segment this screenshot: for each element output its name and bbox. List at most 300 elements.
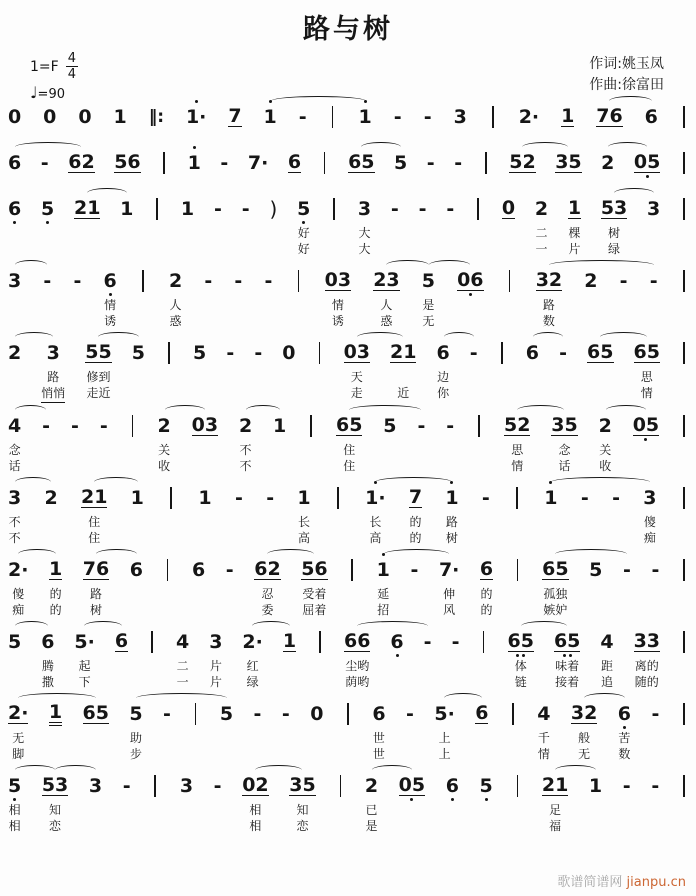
note-slot <box>235 486 243 509</box>
slur-arc <box>15 405 47 415</box>
note-slot <box>41 151 49 174</box>
octave-dot-below <box>644 436 647 443</box>
barline <box>295 262 303 330</box>
barline-slot <box>319 341 321 364</box>
slur-arc <box>96 549 137 559</box>
lyric-line-1: 离的 <box>634 659 659 673</box>
slur-arc <box>271 96 366 106</box>
lyric-line-2: 的 <box>409 531 422 545</box>
note-text: 5 <box>383 414 397 437</box>
note-text: - <box>446 197 455 220</box>
note-text: 03 <box>343 341 371 363</box>
octave-dot-below <box>451 796 454 803</box>
note-slot <box>73 269 81 292</box>
barline <box>482 144 490 180</box>
note-text: - <box>234 486 243 509</box>
note-cell <box>457 262 483 330</box>
note-text: 6 <box>617 702 631 725</box>
lyric-line-2: 福 <box>549 819 562 833</box>
note-cell <box>131 479 144 547</box>
note-cell <box>264 98 277 134</box>
note-cell <box>445 479 458 547</box>
barline-stroke <box>683 152 685 174</box>
note-text: 62 <box>254 558 281 580</box>
note-text: 3 <box>8 269 22 292</box>
note-text: - <box>213 197 222 220</box>
note-slot <box>123 774 131 797</box>
lyric-line-2: 住 <box>88 531 101 545</box>
octave-dot-below <box>623 724 626 731</box>
slur-arc <box>84 621 122 631</box>
lyric-line-2: 高 <box>298 531 311 545</box>
note-cell <box>104 262 117 330</box>
note-text: 23 <box>373 269 400 291</box>
note-slot <box>193 341 206 364</box>
note-cell <box>581 479 589 547</box>
note-slot <box>537 702 550 725</box>
note-slot <box>214 197 222 220</box>
note-text: 66 <box>344 630 371 652</box>
note-text: - <box>559 341 567 364</box>
note-slot <box>623 558 631 581</box>
note-text: 5 <box>131 341 145 364</box>
note-slot <box>410 558 418 581</box>
note-cell <box>220 144 228 180</box>
lyric-line-1: 二 <box>176 659 189 673</box>
note-text: 03 <box>191 414 219 436</box>
note-text: - <box>163 702 171 725</box>
note-text: - <box>469 341 478 364</box>
lyric-line-1: 大 <box>358 226 371 240</box>
lyric-line-1: 念 <box>8 443 21 457</box>
note-text: 1 <box>445 486 459 509</box>
slur-arc <box>609 96 652 106</box>
score-line <box>6 98 690 134</box>
note-slot <box>325 269 351 292</box>
note-slot <box>633 414 659 437</box>
note-cell <box>446 190 454 258</box>
note-cell <box>409 479 422 547</box>
barline <box>480 623 488 691</box>
note-cell <box>424 623 432 691</box>
lyric-line-1: 距 <box>600 659 613 673</box>
note-cell <box>584 262 597 330</box>
note-text: 3 <box>209 630 223 653</box>
time-signature-denominator: 4 <box>67 67 76 82</box>
note-text: 7 <box>228 105 242 127</box>
slur-arc <box>521 621 567 631</box>
note-slot <box>297 486 310 509</box>
lyric-line-2: 一 <box>535 242 548 256</box>
barline <box>474 190 482 258</box>
note-cell <box>651 767 659 835</box>
slur-arc <box>384 549 450 559</box>
lyric-line-2: 近 <box>397 386 410 400</box>
note-cell <box>410 551 418 619</box>
note-cell <box>78 98 91 134</box>
note-text: 2· <box>8 558 29 581</box>
note-slot <box>89 774 102 797</box>
note-text: 6 <box>436 341 450 364</box>
lyric-line-1: 红 <box>246 659 259 673</box>
note-slot <box>234 269 242 292</box>
lyric-line-1: 般 <box>578 731 591 745</box>
note-slot <box>181 197 194 220</box>
note-text: - <box>423 105 432 128</box>
note-text: 2 <box>534 197 549 220</box>
note-slot <box>214 774 222 797</box>
barline-stroke <box>501 342 503 364</box>
slur-arc <box>15 142 82 152</box>
note-text: 1 <box>187 151 201 174</box>
note-slot <box>47 341 60 364</box>
note-slot <box>8 702 28 725</box>
lyric-line-2: 收 <box>158 459 171 473</box>
note-slot <box>651 774 659 797</box>
lyric-line-1: 伸 <box>443 587 456 601</box>
note-text: 65 <box>553 630 581 652</box>
note-cell <box>365 479 385 547</box>
octave-dot-above <box>195 98 198 105</box>
note-slot <box>8 558 28 581</box>
note-slot <box>651 702 659 725</box>
lyric-line-1: 已 <box>365 803 378 817</box>
note-slot <box>282 341 295 364</box>
lyric-line-2: 走 <box>350 386 363 400</box>
note-cell <box>633 407 659 475</box>
note-text: 62 <box>68 151 95 173</box>
note-slot <box>176 630 189 653</box>
note-text: - <box>649 269 658 292</box>
slur-arc <box>551 477 650 487</box>
barline <box>680 262 688 330</box>
note-text: 35 <box>551 414 578 436</box>
note-cell <box>651 695 659 763</box>
score-line <box>6 144 690 180</box>
note-text: 03 <box>324 269 352 291</box>
note-slot <box>41 630 54 653</box>
note-slot <box>612 486 620 509</box>
note-cell <box>235 479 243 547</box>
lyric-line-2: 无 <box>578 747 591 761</box>
lyric-line-2: 片 <box>568 242 581 256</box>
note-slot <box>132 341 145 364</box>
note-slot <box>163 702 171 725</box>
score <box>6 98 690 839</box>
note-slot <box>282 702 290 725</box>
note-cell <box>42 407 50 475</box>
note-cell <box>49 551 62 619</box>
barline-stroke <box>195 703 197 725</box>
lyric-line-2: 随的 <box>634 675 659 689</box>
lyric-line-1: 无 <box>12 731 25 745</box>
score-line <box>6 262 690 330</box>
note-text: - <box>234 269 243 292</box>
barline-slot <box>683 105 685 128</box>
barline-stroke <box>340 775 342 797</box>
lyric-line-2: 接着 <box>555 675 580 689</box>
octave-dot-below <box>563 652 572 659</box>
note-cell <box>419 190 427 258</box>
note-slot <box>394 105 402 128</box>
note-cell <box>242 767 268 835</box>
lyric-line-2: 痴 <box>12 603 25 617</box>
note-slot <box>301 558 327 581</box>
note-text: 3 <box>46 341 60 364</box>
barline <box>139 262 147 330</box>
lyric-line-1: 知 <box>296 803 309 817</box>
barline-stroke <box>324 152 326 174</box>
note-text: 02 <box>242 774 269 796</box>
barline <box>498 334 506 402</box>
note-slot <box>198 486 211 509</box>
note-slot <box>49 702 62 725</box>
lyric-line-2: 荫哟 <box>345 675 370 689</box>
note-text: 2· <box>242 630 263 653</box>
note-cell <box>242 190 250 258</box>
note-slot <box>114 105 127 128</box>
lyric-line-2: 恋 <box>296 819 309 833</box>
score-line <box>6 479 690 547</box>
lyric-line-2: 收 <box>599 459 612 473</box>
note-cell <box>446 767 459 835</box>
slur-arc <box>522 142 568 152</box>
note-cell <box>158 407 171 475</box>
lyric-line-1: 助 <box>129 731 142 745</box>
slur-arc <box>584 693 625 703</box>
note-slot <box>589 774 602 797</box>
note-text: 0 <box>78 105 92 128</box>
lyric-line-2: 绿 <box>608 242 621 256</box>
note-text: 3 <box>88 774 103 797</box>
note-text: 06 <box>457 269 484 291</box>
barline-stroke <box>683 631 685 653</box>
octave-dot-below <box>410 796 413 803</box>
lyric-line-1: 路 <box>445 515 458 529</box>
note-slot <box>623 774 631 797</box>
note-slot <box>535 197 548 220</box>
note-cell <box>536 262 562 330</box>
barline-stroke <box>683 487 685 509</box>
note-slot <box>373 269 399 292</box>
lyric-line-2: 痴 <box>643 531 656 545</box>
slur-arc <box>608 142 648 152</box>
lyric-line-1: 相 <box>249 803 262 817</box>
time-signature-numerator: 4 <box>67 51 76 66</box>
barline <box>514 551 522 619</box>
note-cell <box>559 334 567 402</box>
note-text: 33 <box>633 630 661 652</box>
note-text: 2 <box>364 774 379 797</box>
note-cell <box>71 407 79 475</box>
barline-stroke <box>478 415 480 437</box>
lyric-line-2: 树 <box>445 531 458 545</box>
note-slot <box>8 197 21 220</box>
note-cell <box>129 695 142 763</box>
barline-slot <box>483 630 485 653</box>
note-text: ) <box>269 196 278 221</box>
lyric-line-2: 你 <box>437 386 450 400</box>
note-cell <box>600 623 613 691</box>
barline-stroke <box>142 270 144 292</box>
lyric-line-2: 上 <box>438 747 451 761</box>
lyric-line-2: 是 <box>365 819 378 833</box>
note-cell <box>650 262 658 330</box>
note-text: - <box>390 197 399 220</box>
note-text: 5 <box>394 151 408 174</box>
lyric-line-2: 撒 <box>41 675 54 689</box>
note-text: 3 <box>179 774 194 797</box>
note-cell <box>651 551 659 619</box>
note-text: 2 <box>598 414 612 437</box>
note-slot <box>74 630 94 653</box>
note-text: - <box>612 486 620 509</box>
note-cell <box>390 623 403 691</box>
note-slot <box>509 151 535 174</box>
barline-stroke <box>683 415 685 437</box>
note-slot <box>650 269 658 292</box>
note-cell <box>273 407 286 475</box>
lyric-line-2: 诱 <box>331 314 344 328</box>
note-cell <box>209 623 222 691</box>
barline-slot <box>154 774 156 797</box>
watermark <box>557 871 686 890</box>
note-text: 2 <box>168 269 183 292</box>
note-text: - <box>213 774 222 797</box>
note-cell <box>383 407 396 475</box>
slur-arc <box>600 332 647 342</box>
note-slot <box>475 702 488 725</box>
barline <box>506 262 514 330</box>
barline-slot <box>132 414 134 437</box>
lyric-line-2: 恋 <box>49 819 62 833</box>
note-cell <box>544 479 557 547</box>
note-slot <box>542 774 568 797</box>
note-cell <box>310 695 323 763</box>
note-cell <box>49 695 62 763</box>
note-slot <box>283 630 296 653</box>
note-cell <box>8 407 21 475</box>
lyric-line-2: 不 <box>239 459 252 473</box>
slur-arc <box>98 332 139 342</box>
note-cell <box>297 479 310 547</box>
lyric-line-2: 惑 <box>380 314 393 328</box>
barline-slot <box>683 630 685 653</box>
slur-arc <box>15 621 48 631</box>
note-text: 1 <box>588 774 603 797</box>
note-text: 65 <box>348 151 375 173</box>
score-line <box>6 551 690 619</box>
note-cell <box>373 262 399 330</box>
note-slot <box>299 105 307 128</box>
note-slot <box>601 197 627 220</box>
note-slot <box>596 105 622 128</box>
note-cell <box>8 262 21 330</box>
note-text: 7· <box>247 151 269 174</box>
note-cell <box>439 551 459 619</box>
note-text: 5· <box>434 702 455 725</box>
note-text: 6 <box>287 151 302 173</box>
lyric-line-1: 孤独 <box>543 587 568 601</box>
note-cell <box>372 695 385 763</box>
note-text: - <box>651 558 660 581</box>
barline-slot <box>156 197 158 220</box>
note-slot <box>647 197 660 220</box>
octave-dot-above <box>193 144 196 151</box>
note-cell <box>454 98 467 134</box>
note-text: 6 <box>8 151 22 174</box>
note-slot <box>115 630 128 653</box>
slur-arc <box>533 332 564 342</box>
note-text: - <box>226 341 235 364</box>
note-text: - <box>42 414 51 437</box>
barline-stroke <box>310 415 312 437</box>
note-cell <box>519 98 539 134</box>
note-text: - <box>446 414 455 437</box>
note-cell <box>123 767 131 835</box>
lyric-line-2: 不 <box>8 531 21 545</box>
barline-stroke <box>477 198 479 220</box>
note-text: 5 <box>129 702 143 725</box>
barline <box>129 407 137 475</box>
note-cell <box>612 479 620 547</box>
note-slot <box>446 414 454 437</box>
lyric-line-1: 千 <box>537 731 550 745</box>
barline-slot <box>168 341 170 364</box>
barline-stroke <box>333 198 335 220</box>
note-cell <box>634 623 660 691</box>
lyric-line-1: 体 <box>514 659 527 673</box>
barline-stroke <box>347 703 349 725</box>
note-cell <box>288 144 301 180</box>
slur-arc <box>15 765 56 775</box>
note-slot <box>228 105 241 128</box>
lyric-line-2: 大 <box>358 242 371 256</box>
lyric-line-1: 傻 <box>643 515 656 529</box>
lyric-line-1: 树 <box>608 226 621 240</box>
note-cell <box>83 551 109 619</box>
barline-slot <box>683 414 685 437</box>
note-slot <box>114 151 140 174</box>
note-cell <box>41 334 65 403</box>
note-cell <box>43 98 56 134</box>
score-line <box>6 190 690 258</box>
barline-slot <box>324 151 326 174</box>
note-text: 1 <box>282 630 297 652</box>
note-text: 35 <box>555 151 582 173</box>
note-cell <box>204 262 212 330</box>
note-text: - <box>253 702 262 725</box>
note-slot <box>129 702 142 725</box>
barline <box>167 479 175 547</box>
lyric-line-1: 的 <box>409 515 422 529</box>
note-slot <box>265 269 273 292</box>
barline-slot <box>683 702 685 725</box>
note-slot <box>372 702 385 725</box>
note-cell <box>253 695 261 763</box>
note-slot <box>365 774 378 797</box>
note-text: 21 <box>73 197 101 219</box>
barline <box>680 98 688 134</box>
barline <box>316 334 324 402</box>
note-text: 56 <box>301 558 328 580</box>
note-slot <box>43 269 51 292</box>
note-cell <box>8 551 28 619</box>
tempo-value: =90 <box>37 87 65 102</box>
barline-stroke <box>683 775 685 797</box>
barline <box>334 479 342 547</box>
note-slot <box>242 630 262 653</box>
